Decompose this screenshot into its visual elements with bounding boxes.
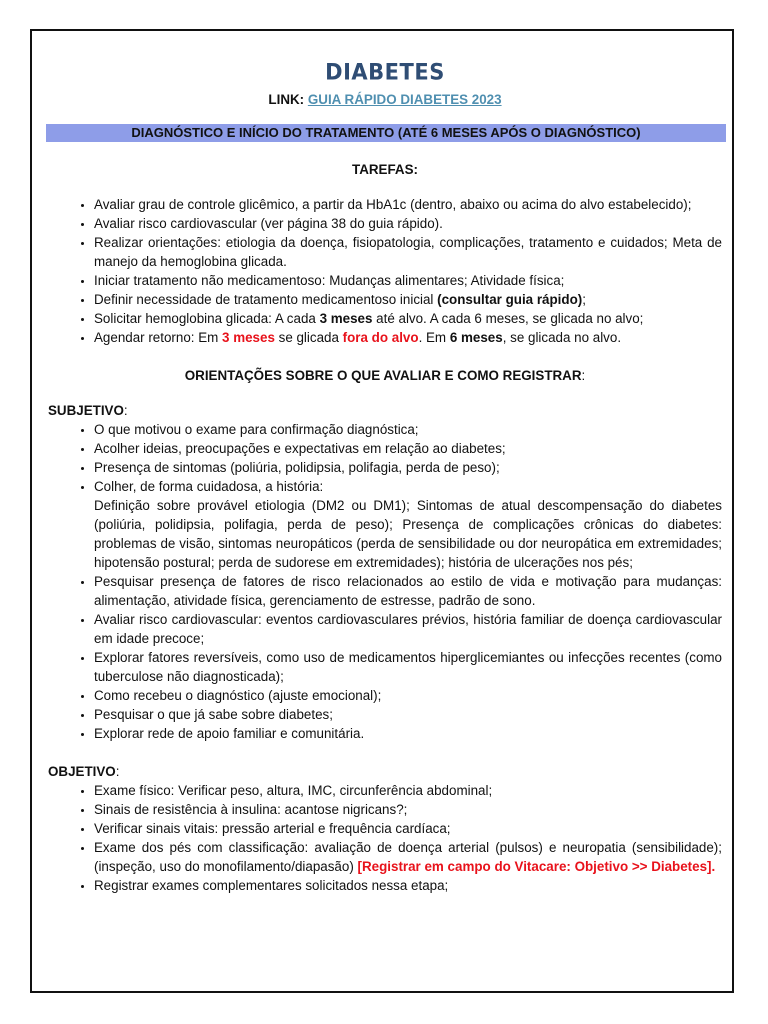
list-item: • Explorar fatores reversíveis, como uso de medicamentos hiperglicemiantes ou infecções recentes (como tuberculose não diagnosticada); xyxy=(94,648,722,686)
list-item: • Explorar rede de apoio familiar e comunitária. xyxy=(94,724,722,743)
objetivo-list xyxy=(48,781,722,895)
list-item: • Exame físico: Verificar peso, altura, IMC, circunferência abdominal; xyxy=(94,781,722,800)
list-item: • Avaliar risco cardiovascular (ver página 38 do guia rápido). xyxy=(94,214,722,233)
link-label: LINK: xyxy=(268,92,305,107)
list-item: • Verificar sinais vitais: pressão arterial e frequência cardíaca; xyxy=(94,819,722,838)
document-content xyxy=(48,59,722,895)
guide-link-line xyxy=(48,90,722,109)
section-bar-diagnostico: DIAGNÓSTICO E INÍCIO DO TRATAMENTO (ATÉ 6 MESES APÓS O DIAGNÓSTICO) xyxy=(46,124,726,142)
history-detail: Definição sobre provável etiologia (DM2 ou DM1); Sintomas de atual descompensação do diabetes (poliúria, polidipsia, polifagia, perda de peso); Presença de complicações crônicas do diabetes: problemas de visão, sintomas neuropáticos (perda de sensibilidade ou dor neuropática em extremidades; hipotensão postural; perda de sudorese em extremidades); história de ulcerações nos pés; xyxy=(94,498,722,570)
list-item: • Exame dos pés com classificação: avaliação de doença arterial (pulsos) e neuropatia (sensibilidade); (inspeção, uso do monofilamento/diapasão) [Registrar em campo do Vitacare: Objetivo >> Diabetes]. xyxy=(94,838,722,876)
document-frame xyxy=(30,29,734,993)
guidance-heading: ORIENTAÇÕES SOBRE O QUE AVALIAR E COMO REGISTRAR: xyxy=(184,368,586,383)
list-item: • O que motivou o exame para confirmação diagnóstica; xyxy=(94,420,722,439)
list-item: • Pesquisar o que já sabe sobre diabetes; xyxy=(94,705,722,724)
tasks-heading: TAREFAS: xyxy=(352,162,418,177)
tasks-list xyxy=(48,195,722,347)
list-item: • Sinais de resistência à insulina: acantose nigricans?; xyxy=(94,800,722,819)
page-title: DIABETES xyxy=(325,59,445,85)
list-item: • Avaliar grau de controle glicêmico, a partir da HbA1c (dentro, abaixo ou acima do alvo estabelecido); xyxy=(94,195,722,214)
list-item: • Presença de sintomas (poliúria, polidipsia, polifagia, perda de peso); xyxy=(94,458,722,477)
list-item: • Agendar retorno: Em 3 meses se glicada fora do alvo. Em 6 meses, se glicada no alvo. xyxy=(94,328,722,347)
list-item: • Definir necessidade de tratamento medicamentoso inicial (consultar guia rápido); xyxy=(94,290,722,309)
list-item: • Pesquisar presença de fatores de risco relacionados ao estilo de vida e motivação para mudanças: alimentação, atividade física, gerenciamento de estresse, padrão de sono. xyxy=(94,572,722,610)
list-item: • Acolher ideias, preocupações e expectativas em relação ao diabetes; xyxy=(94,439,722,458)
objetivo-label: OBJETIVO: xyxy=(48,764,120,779)
list-item: • Avaliar risco cardiovascular: eventos cardiovasculares prévios, história familiar de doença cardiovascular em idade precoce; xyxy=(94,610,722,648)
subjetivo-label: SUBJETIVO: xyxy=(48,403,128,418)
list-item: • Realizar orientações: etiologia da doença, fisiopatologia, complicações, tratamento e cuidados; Meta de manejo da hemoglobina glicada. xyxy=(94,233,722,271)
list-item: • Como recebeu o diagnóstico (ajuste emocional); xyxy=(94,686,722,705)
list-item: • Solicitar hemoglobina glicada: A cada 3 meses até alvo. A cada 6 meses, se glicada no alvo; xyxy=(94,309,722,328)
list-item: • Iniciar tratamento não medicamentoso: Mudanças alimentares; Atividade física; xyxy=(94,271,722,290)
list-item: • Colher, de forma cuidadosa, a história: Definição sobre provável etiologia (DM2 ou DM1); Sintomas de atual descompensação do diabetes (poliúria, polidipsia, polifagia, perda de peso); Presença de complicações crônicas do diabetes: problemas de visão, sintomas neuropáticos (perda de sensibilidade ou dor neuropática em extremidades; hipotensão postural; perda de sudorese em extremidades); história de ulcerações nos pés; xyxy=(94,477,722,572)
guide-link[interactable]: GUIA RÁPIDO DIABETES 2023 xyxy=(307,92,502,107)
subjetivo-list xyxy=(48,420,722,743)
list-item: • Registrar exames complementares solicitados nessa etapa; xyxy=(94,876,722,895)
